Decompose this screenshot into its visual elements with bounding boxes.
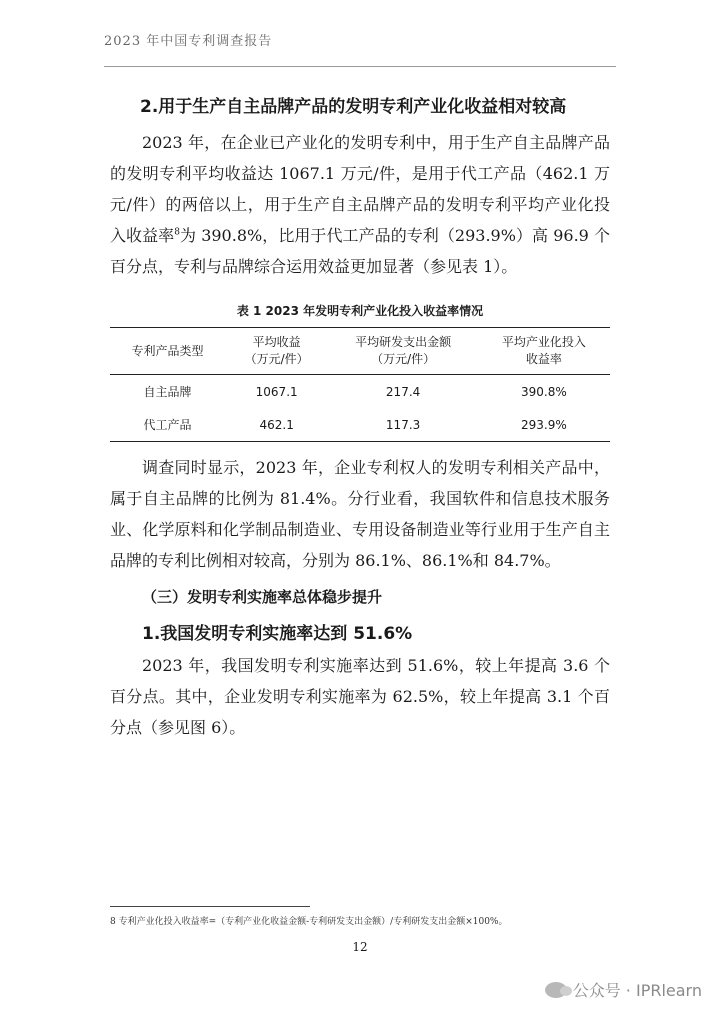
cell-type: 自主品牌 [143, 385, 192, 399]
running-header: 2023 年中国专利调查报告 [104, 34, 273, 49]
cell-type: 代工产品 [143, 418, 192, 432]
section-heading-brand-income: 2.用于生产自主品牌产品的发明专利产业化收益相对较高 [140, 97, 567, 117]
watermark-text: 公众号 · IPRlearn [572, 981, 702, 1000]
paragraph-implementation-rate: 2023 年，我国发明专利实施率达到 51.6%，较上年提高 3.6 个百分点。其中，企业发明专利实施率为 62.5%，较上年提高 3.1 个百分点（参见图 6）。 [110, 656, 610, 737]
cell-income: 462.1 [259, 417, 294, 432]
footnote-divider [110, 906, 310, 907]
table-caption: 表 1 2023 年发明专利产业化投入收益率情况 [236, 304, 484, 318]
paragraph-text: 2023 年，在企业已产业化的发明专利中，用于生产自主品牌产品的发明专利平均收益达 1067.1 万元/件，是用于代工产品（462.1 万元/件）的两倍以上，用于生产自主品牌产品的发明专利平均产业化投入收益率 [110, 133, 610, 245]
table-row [110, 408, 610, 442]
paragraph-brand-income [110, 127, 610, 282]
roi-table [110, 327, 610, 442]
table-row [110, 375, 610, 409]
header-product-type: 专利产品类型 [131, 343, 204, 358]
footnote: 8 专利产业化投入收益率=（专利产业化收益金额-专利研发支出金额）/专利研发支出金额×100%。 [110, 917, 508, 927]
cell-rate: 293.9% [521, 417, 567, 432]
section-heading-implementation: （三）发明专利实施率总体稳步提升 [142, 588, 383, 606]
header-avg-rd: 平均研发支出金额 （万元/件） [355, 335, 452, 366]
watermark [545, 978, 702, 1001]
footnote-marker[interactable]: 8 [174, 227, 180, 238]
header-roi: 平均产业化投入 收益率 [501, 335, 586, 366]
wechat-icon [545, 982, 567, 998]
subsection-heading-rate: 1.我国发明专利实施率达到 51.6% [142, 624, 413, 644]
cell-income: 1067.1 [255, 384, 298, 399]
cell-rd: 217.4 [385, 384, 421, 399]
cell-rd: 117.3 [385, 417, 421, 432]
header-avg-income: 平均收益 （万元/件） [244, 335, 309, 366]
table-header-row [110, 328, 610, 375]
paragraph-text: 为 390.8%，比用于代工产品的专利（293.9%）高 96.9 个百分点，专利与品牌综合运用效益更加显著（参见表 1）。 [110, 226, 610, 276]
cell-rate: 390.8% [521, 384, 567, 399]
header-divider [104, 66, 616, 67]
paragraph-brand-share: 调查同时显示，2023 年，企业专利权人的发明专利相关产品中，属于自主品牌的比例为 81.4%。分行业看，我国软件和信息技术服务业、化学原料和化学制品制造业、专用设备制造业等行业用于生产自主品牌的专利比例相对较高，分别为 86.1%、86.1%和 84.7%。 [110, 458, 610, 570]
page-body [110, 92, 610, 743]
page-number: 12 [352, 940, 368, 954]
